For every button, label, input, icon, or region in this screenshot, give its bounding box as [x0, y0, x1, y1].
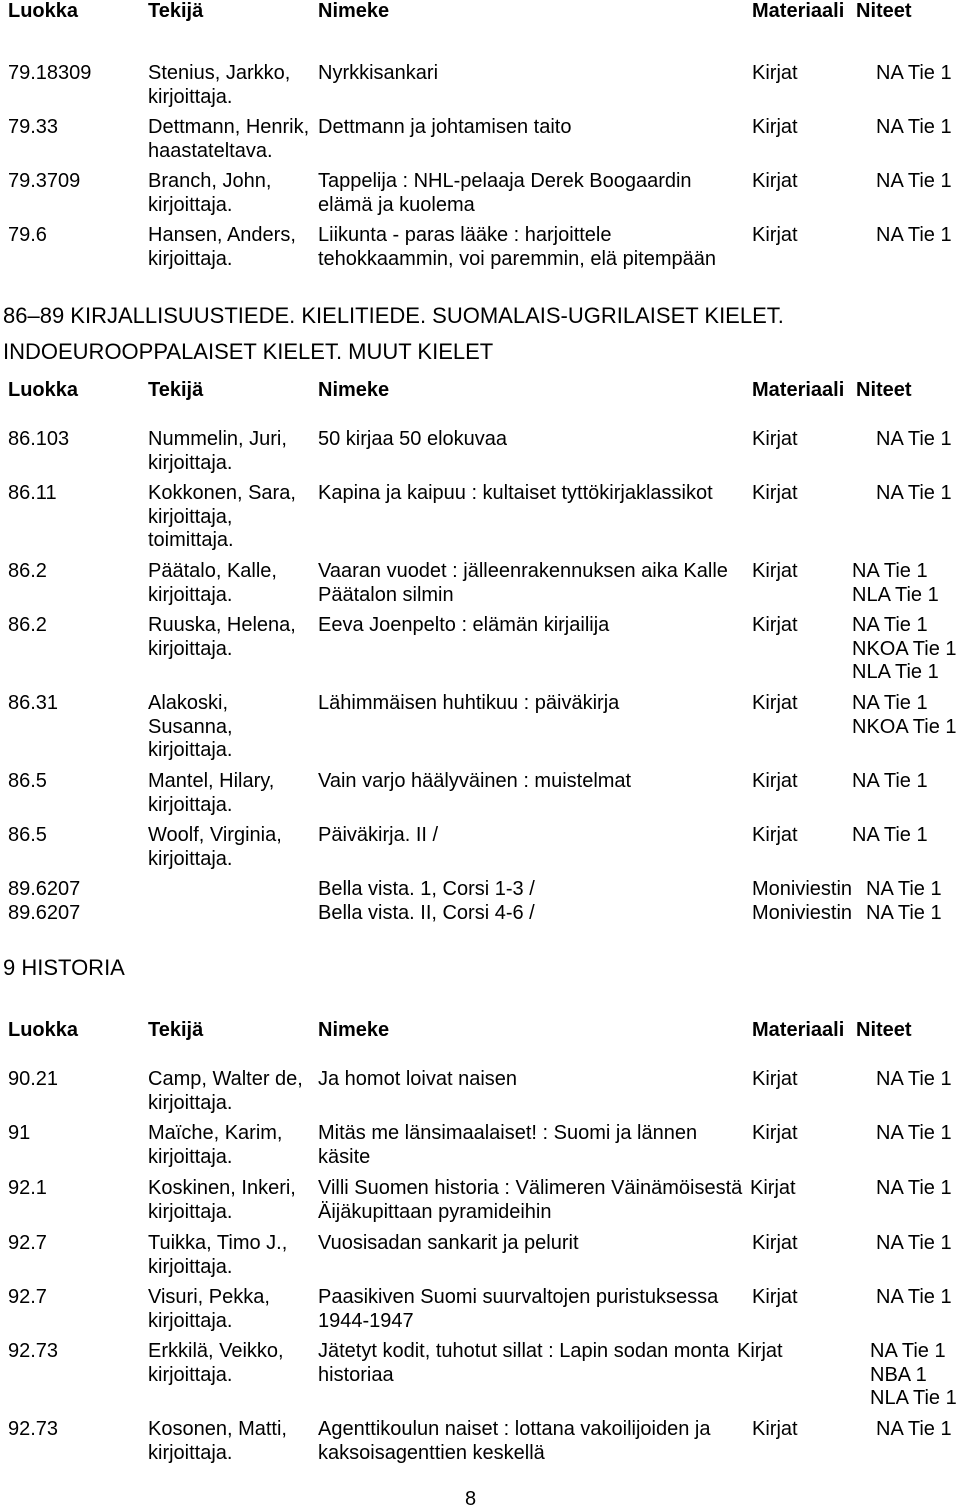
nimeke-line: 1944-1947	[318, 1309, 414, 1332]
niteet-cell	[876, 1177, 952, 1201]
column-header-materiaali: Materiaali	[752, 0, 845, 22]
section-heading-line: 86–89 KIRJALLISUUSTIEDE. KIELITIEDE. SUOMALAIS-UGRILAISET KIELET.	[3, 303, 784, 328]
tekija-line: kirjoittaja.	[148, 193, 233, 216]
niteet-line: NA Tie 1	[876, 1232, 952, 1254]
nimeke-cell	[318, 1418, 710, 1465]
nimeke-line: Ja homot loivat naisen	[318, 1068, 518, 1090]
nimeke-cell	[318, 614, 609, 638]
niteet-line: NA Tie 1	[870, 1340, 946, 1362]
table-row	[0, 482, 960, 553]
section-heading	[3, 298, 784, 370]
tekija-cell	[148, 224, 296, 271]
tekija-cell	[148, 62, 290, 109]
niteet-line: NA Tie 1	[876, 116, 952, 138]
niteet-cell	[876, 1122, 952, 1146]
nimeke-cell	[318, 1286, 718, 1333]
column-header-nimeke: Nimeke	[318, 0, 390, 22]
tekija-line: Nummelin, Juri,	[148, 428, 287, 450]
nimeke-line: Lähimmäisen huhtikuu : päiväkirja	[318, 692, 620, 714]
nimeke-cell	[318, 1068, 517, 1092]
nimeke-cell	[318, 224, 716, 271]
tekija-cell	[148, 1177, 296, 1224]
nimeke-cell	[318, 62, 438, 86]
niteet-line: NLA Tie 1	[852, 583, 939, 606]
nimeke-cell	[318, 824, 438, 848]
nimeke-line: Päätalon silmin	[318, 583, 454, 606]
materiaali-cell: Kirjat	[752, 692, 798, 714]
nimeke-line: Äijäkupittaan pyramideihin	[318, 1200, 552, 1223]
nimeke-line: käsite	[318, 1145, 371, 1168]
tekija-line: Stenius, Jarkko,	[148, 62, 291, 84]
materiaali-cell: Kirjat	[752, 560, 798, 582]
table-row	[0, 1340, 960, 1411]
tekija-line: kirjoittaja.	[148, 1363, 233, 1386]
luokka-cell: 86.2	[8, 614, 47, 636]
tekija-line: kirjoittaja.	[148, 85, 233, 108]
niteet-line: NA Tie 1	[866, 878, 942, 900]
nimeke-cell	[318, 1122, 697, 1169]
materiaali-cell: Kirjat	[752, 62, 798, 84]
tekija-line: kirjoittaja.	[148, 847, 233, 870]
materiaali-cell: Kirjat	[752, 224, 798, 246]
nimeke-line: tehokkaammin, voi paremmin, elä pitempään	[318, 247, 716, 270]
materiaali-cell: Kirjat	[752, 824, 798, 846]
luokka-cell: 86.31	[8, 692, 59, 714]
table-row	[0, 770, 960, 817]
tekija-cell	[148, 482, 296, 553]
column-header-row	[0, 1019, 960, 1043]
tekija-line: kirjoittaja.	[148, 1441, 233, 1464]
luokka-cell: 91	[8, 1122, 31, 1144]
table-row	[0, 902, 960, 926]
niteet-line: NA Tie 1	[876, 1177, 952, 1199]
column-header-materiaali: Materiaali	[752, 1019, 845, 1041]
column-header-luokka: Luokka	[8, 379, 79, 401]
table-row	[0, 62, 960, 109]
niteet-line: NA Tie 1	[876, 1122, 952, 1144]
luokka-cell: 79.18309	[8, 62, 92, 84]
niteet-line: NA Tie 1	[852, 560, 928, 582]
luokka-cell: 79.3709	[8, 170, 81, 192]
nimeke-cell	[318, 170, 692, 217]
materiaali-cell: Kirjat	[752, 614, 798, 636]
materiaali-cell: Kirjat	[752, 1286, 798, 1308]
tekija-line: kirjoittaja.	[148, 247, 233, 270]
niteet-cell	[852, 560, 939, 607]
materiaali-cell: Kirjat	[752, 428, 798, 450]
table-row	[0, 692, 960, 763]
page-number: 8	[465, 1489, 477, 1507]
niteet-cell	[852, 692, 957, 739]
niteet-line: NA Tie 1	[876, 428, 952, 450]
luokka-cell: 90.21	[8, 1068, 59, 1090]
tekija-line: Susanna,	[148, 715, 233, 738]
niteet-line: NA Tie 1	[876, 1418, 952, 1440]
table-row	[0, 170, 960, 217]
tekija-cell	[148, 1122, 282, 1169]
table-row	[0, 824, 960, 871]
column-header-niteet: Niteet	[856, 1019, 912, 1041]
nimeke-line: historiaa	[318, 1363, 394, 1386]
nimeke-cell	[318, 1232, 579, 1256]
materiaali-cell: Moniviestin	[752, 878, 853, 900]
tekija-line: kirjoittaja.	[148, 451, 233, 474]
tekija-cell	[148, 824, 282, 871]
table-row	[0, 1418, 960, 1465]
luokka-cell: 92.7	[8, 1232, 47, 1254]
table-row	[0, 1232, 960, 1279]
tekija-line: Ruuska, Helena,	[148, 614, 296, 636]
luokka-cell: 86.5	[8, 770, 47, 792]
tekija-line: Maïche, Karim,	[148, 1122, 283, 1144]
luokka-cell: 79.6	[8, 224, 47, 246]
column-header-tekija: Tekijä	[148, 0, 204, 22]
table-row	[0, 224, 960, 271]
tekija-line: kirjoittaja.	[148, 739, 233, 761]
niteet-cell	[876, 116, 952, 140]
table-row	[0, 1177, 960, 1224]
nimeke-line: Dettmann ja johtamisen taito	[318, 116, 572, 138]
luokka-cell: 86.103	[8, 428, 70, 450]
tekija-line: Branch, John,	[148, 170, 272, 192]
table-row	[0, 614, 960, 685]
tekija-line: kirjoittaja.	[148, 1200, 233, 1223]
column-header-luokka: Luokka	[8, 0, 79, 22]
niteet-cell	[870, 1340, 957, 1411]
tekija-line: toimittaja.	[148, 529, 234, 551]
column-header-nimeke: Nimeke	[318, 1019, 390, 1041]
tekija-line: Visuri, Pekka,	[148, 1286, 270, 1308]
column-header-materiaali: Materiaali	[752, 379, 845, 401]
nimeke-line: elämä ja kuolema	[318, 193, 475, 216]
nimeke-cell	[318, 1340, 729, 1387]
tekija-cell	[148, 560, 277, 607]
nimeke-line: Vuosisadan sankarit ja pelurit	[318, 1232, 579, 1254]
nimeke-cell	[318, 428, 507, 452]
nimeke-cell	[318, 1177, 742, 1224]
luokka-cell: 89.6207	[8, 878, 81, 900]
table-row	[0, 1286, 960, 1333]
table-row	[0, 1122, 960, 1169]
tekija-line: kirjoittaja.	[148, 1091, 233, 1114]
nimeke-line: Villi Suomen historia : Välimeren Väinämöisestä	[318, 1177, 743, 1199]
section-heading	[3, 950, 125, 986]
materiaali-cell: Kirjat	[752, 170, 798, 192]
materiaali-cell: Kirjat	[752, 482, 798, 504]
nimeke-cell	[318, 770, 631, 794]
nimeke-line: 50 kirjaa 50 elokuvaa	[318, 428, 508, 450]
niteet-cell	[876, 1068, 952, 1092]
column-header-row	[0, 379, 960, 403]
tekija-line: Alakoski,	[148, 692, 229, 714]
niteet-cell	[876, 62, 952, 86]
niteet-line: NLA Tie 1	[852, 661, 939, 683]
nimeke-line: Eeva Joenpelto : elämän kirjailija	[318, 614, 610, 636]
nimeke-line: Päiväkirja. II /	[318, 824, 439, 846]
luokka-cell: 86.2	[8, 560, 47, 582]
niteet-line: NA Tie 1	[876, 1068, 952, 1090]
tekija-cell	[148, 1340, 284, 1387]
tekija-line: Erkkilä, Veikko,	[148, 1340, 284, 1362]
luokka-cell: 89.6207	[8, 902, 81, 924]
materiaali-cell: Kirjat	[752, 1068, 798, 1090]
niteet-line: NA Tie 1	[852, 614, 928, 636]
table-row	[0, 1068, 960, 1115]
tekija-line: Päätalo, Kalle,	[148, 560, 277, 582]
tekija-line: haastateltava.	[148, 139, 273, 162]
section-heading-line: 9 HISTORIA	[3, 955, 125, 980]
tekija-line: kirjoittaja.	[148, 793, 233, 816]
tekija-line: kirjoittaja.	[148, 1145, 233, 1168]
tekija-line: Tuikka, Timo J.,	[148, 1232, 288, 1254]
luokka-cell: 92.1	[8, 1177, 47, 1199]
niteet-line: NA Tie 1	[876, 170, 952, 192]
nimeke-cell	[318, 692, 619, 716]
tekija-line: Mantel, Hilary,	[148, 770, 275, 792]
nimeke-line: Tappelija : NHL-pelaaja Derek Boogaardin	[318, 170, 692, 192]
materiaali-cell: Kirjat	[750, 1177, 796, 1199]
tekija-line: Kosonen, Matti,	[148, 1418, 287, 1440]
niteet-line: NKOA Tie 1	[852, 637, 957, 660]
niteet-line: NBA 1	[870, 1363, 927, 1386]
table-row	[0, 116, 960, 163]
luokka-cell: 86.5	[8, 824, 47, 846]
tekija-line: kirjoittaja,	[148, 505, 233, 528]
tekija-cell	[148, 770, 274, 817]
niteet-line: NA Tie 1	[866, 902, 942, 924]
niteet-cell	[876, 1286, 952, 1310]
niteet-line: NA Tie 1	[852, 692, 928, 714]
tekija-cell	[148, 1068, 303, 1115]
niteet-line: NKOA Tie 1	[852, 715, 957, 738]
niteet-cell	[866, 902, 942, 926]
tekija-line: Woolf, Virginia,	[148, 824, 282, 846]
niteet-line: NA Tie 1	[876, 224, 952, 246]
tekija-line: Camp, Walter de,	[148, 1068, 303, 1090]
tekija-cell	[148, 614, 296, 661]
nimeke-line: Mitäs me länsimaalaiset! : Suomi ja lännen	[318, 1122, 698, 1144]
niteet-line: NA Tie 1	[876, 62, 952, 84]
niteet-line: NA Tie 1	[852, 770, 928, 792]
tekija-cell	[148, 170, 271, 217]
nimeke-line: Nyrkkisankari	[318, 62, 439, 84]
column-header-tekija: Tekijä	[148, 1019, 204, 1041]
tekija-cell	[148, 692, 233, 763]
section-heading-line: INDOEUROOPPALAISET KIELET. MUUT KIELET	[3, 339, 494, 364]
table-row	[0, 560, 960, 607]
tekija-cell	[148, 116, 309, 163]
column-header-tekija: Tekijä	[148, 379, 204, 401]
table-row	[0, 428, 960, 475]
nimeke-cell	[318, 560, 728, 607]
luokka-cell: 79.33	[8, 116, 59, 138]
tekija-line: kirjoittaja.	[148, 583, 233, 606]
nimeke-line: Paasikiven Suomi suurvaltojen puristuksessa	[318, 1286, 719, 1308]
column-header-luokka: Luokka	[8, 1019, 79, 1041]
materiaali-cell: Kirjat	[752, 1122, 798, 1144]
column-header-niteet: Niteet	[856, 0, 912, 22]
niteet-line: NA Tie 1	[876, 482, 952, 504]
materiaali-cell: Kirjat	[752, 770, 798, 792]
nimeke-line: Bella vista. II, Corsi 4-6 /	[318, 902, 535, 924]
materiaali-cell: Kirjat	[752, 116, 798, 138]
table-row	[0, 878, 960, 902]
niteet-cell	[852, 770, 928, 794]
niteet-cell	[876, 482, 952, 506]
column-header-nimeke: Nimeke	[318, 379, 390, 401]
niteet-cell	[876, 170, 952, 194]
nimeke-line: Liikunta - paras lääke : harjoittele	[318, 224, 612, 246]
nimeke-cell	[318, 902, 535, 926]
tekija-line: kirjoittaja.	[148, 1309, 233, 1332]
niteet-cell	[866, 878, 942, 902]
materiaali-cell: Kirjat	[752, 1418, 798, 1440]
niteet-cell	[852, 824, 928, 848]
nimeke-cell	[318, 878, 535, 902]
tekija-line: Kokkonen, Sara,	[148, 482, 296, 504]
nimeke-line: kaksoisagenttien keskellä	[318, 1441, 545, 1464]
niteet-line: NA Tie 1	[876, 1286, 952, 1308]
tekija-cell	[148, 428, 287, 475]
tekija-line: Koskinen, Inkeri,	[148, 1177, 296, 1199]
nimeke-cell	[318, 482, 713, 506]
materiaali-cell: Moniviestin	[752, 902, 853, 924]
tekija-line: Hansen, Anders,	[148, 224, 296, 246]
tekija-cell	[148, 1232, 287, 1279]
tekija-cell	[148, 1286, 270, 1333]
niteet-cell	[852, 614, 957, 685]
nimeke-line: Bella vista. 1, Corsi 1-3 /	[318, 878, 535, 900]
tekija-cell	[148, 1418, 287, 1465]
column-header-row	[0, 0, 960, 24]
niteet-cell	[876, 224, 952, 248]
niteet-cell	[876, 1418, 952, 1442]
niteet-cell	[876, 428, 952, 452]
luokka-cell: 92.73	[8, 1340, 59, 1362]
nimeke-line: Jätetyt kodit, tuhotut sillat : Lapin sodan monta	[318, 1340, 730, 1362]
materiaali-cell: Kirjat	[752, 1232, 798, 1254]
luokka-cell: 92.73	[8, 1418, 59, 1440]
niteet-cell	[876, 1232, 952, 1256]
nimeke-line: Vaaran vuodet : jälleenrakennuksen aika Kalle	[318, 560, 728, 582]
niteet-line: NLA Tie 1	[870, 1387, 957, 1409]
niteet-line: NA Tie 1	[852, 824, 928, 846]
luokka-cell: 86.11	[8, 482, 57, 504]
nimeke-line: Kapina ja kaipuu : kultaiset tyttökirjaklassikot	[318, 482, 713, 504]
tekija-line: Dettmann, Henrik,	[148, 116, 310, 138]
nimeke-cell	[318, 116, 571, 140]
column-header-niteet: Niteet	[856, 379, 912, 401]
materiaali-cell: Kirjat	[737, 1340, 783, 1362]
luokka-cell: 92.7	[8, 1286, 47, 1308]
tekija-line: kirjoittaja.	[148, 637, 233, 660]
nimeke-line: Agenttikoulun naiset : lottana vakoilijoiden ja	[318, 1418, 711, 1440]
tekija-line: kirjoittaja.	[148, 1255, 233, 1278]
nimeke-line: Vain varjo häälyväinen : muistelmat	[318, 770, 632, 792]
